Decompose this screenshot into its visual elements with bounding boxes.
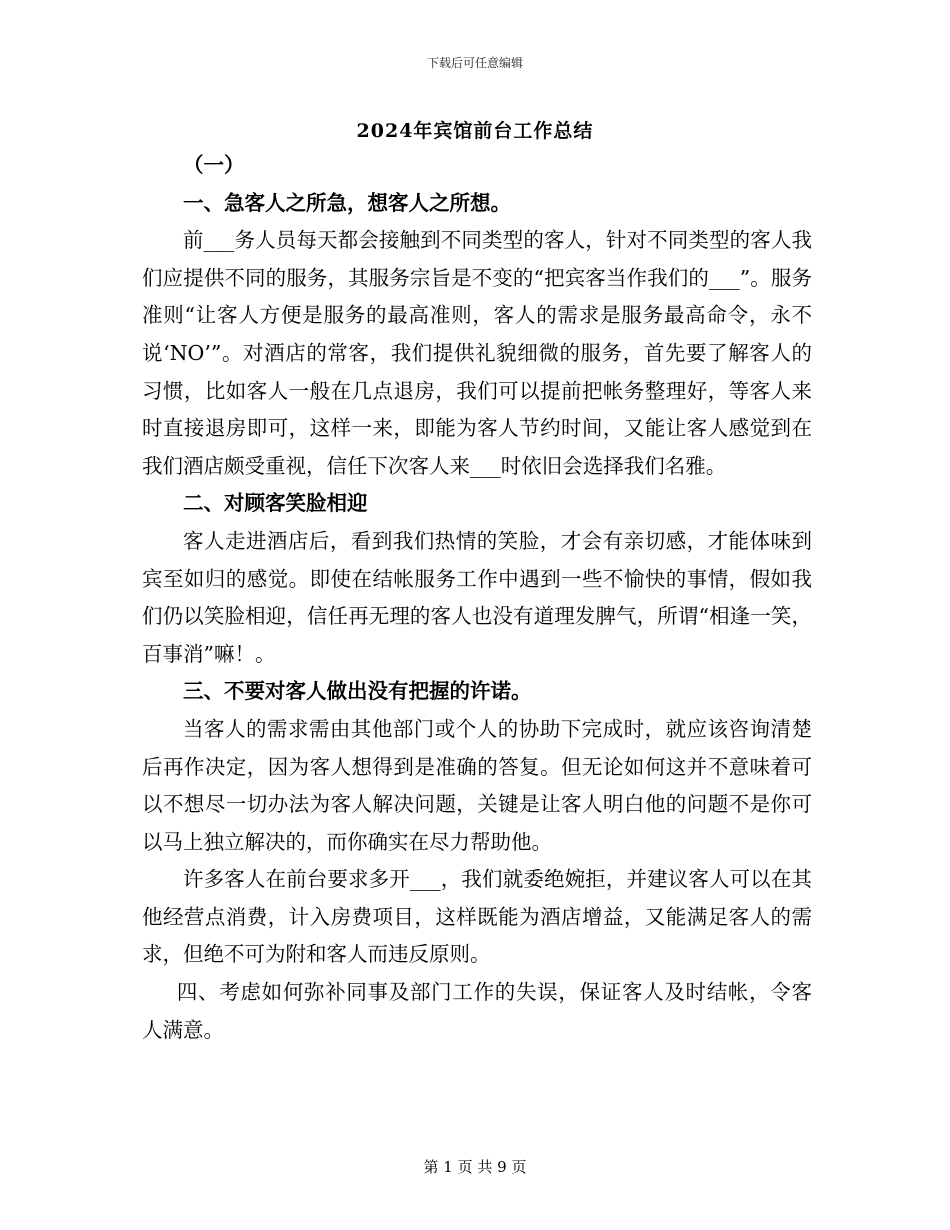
header-note: 下载后可任意编辑 <box>426 56 523 70</box>
document-title: 2024年宾馆前台工作总结 <box>356 120 594 142</box>
body-paragraph-4: 许多客人在前台要求多开___，我们就委绝婉拒，并建议客人可以在其他经营点消费，计入房费项目，这样既能为酒店增益，又能满足客人的需求，但绝不可为附和客人而违反原则。 <box>142 867 812 967</box>
section-heading-4: 四、考虑如何弥补同事及部门工作的失误，保证客人及时结帐，令客人满意。 <box>142 980 812 1042</box>
body-paragraph-1: 前___务人员每天都会接触到不同类型的客人，针对不同类型的客人我们应提供不同的服务，其服务宗旨是不变的“把宾客当作我们的___”。服务准则“让客人方便是服务的最高准则，客人的需求是服务最高命令，永不说‘NO’”。对酒店的常客，我们提供礼貌细微的服务，首先要了解客人的习惯，比如客人一般在几点退房，我们可以提前把帐务整理好，等客人来时直接退房即可，这样一来，即能为客人节约时间，又能让客人感觉到在我们酒店颇受重视，信任下次客人来___时依旧会选择我们名雅。 <box>142 228 812 478</box>
body-paragraph-2: 客人走进酒店后，看到我们热情的笑脸，才会有亲切感，才能体味到宾至如归的感觉。即使在结帐服务工作中遇到一些不愉快的事情，假如我们仍以笑脸相迎，信任再无理的客人也没有道理发脾气，所谓“相逢一笑，百事消”嘛！。 <box>142 528 812 666</box>
body-paragraph-3: 当客人的需求需由其他部门或个人的协助下完成时，就应该咨询清楚后再作决定，因为客人想得到是准确的答复。但无论如何这并不意味着可以不想尽一切办法为客人解决问题，关键是让客人明白他的问题不是你可以马上独立解决的，而你确实在尽力帮助他。 <box>142 716 812 854</box>
section-heading-3: 三、不要对客人做出没有把握的许诺。 <box>183 679 532 704</box>
section-heading-1: 一、急客人之所急，想客人之所想。 <box>183 190 511 215</box>
document-body <box>142 147 812 1049</box>
section-number: （一） <box>183 153 245 177</box>
page-number: 第 1 页 共 9 页 <box>423 1158 527 1176</box>
section-heading-2: 二、对顾客笑脸相迎 <box>183 491 368 516</box>
